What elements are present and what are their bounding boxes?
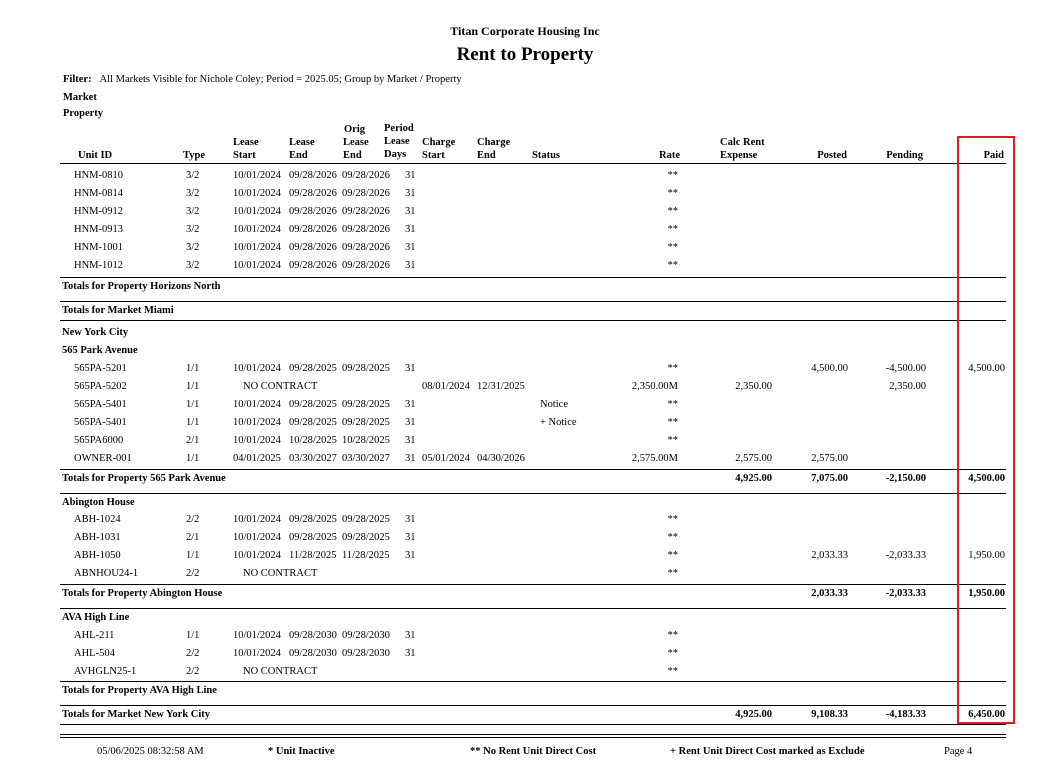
col-pending: Pending — [886, 150, 923, 161]
period-days-cell: 31 — [405, 170, 416, 181]
col-paid: Paid — [983, 150, 1004, 161]
col-posted: Posted — [817, 150, 847, 161]
rate-cell: 2,350.00M — [631, 381, 678, 392]
rate-cell: ** — [667, 550, 678, 561]
col-charge-end: Charge End — [477, 137, 511, 161]
total-calc-cell: 4,925.00 — [735, 709, 772, 720]
legend-exclude: + Rent Unit Direct Cost marked as Exclude — [670, 746, 865, 757]
no-contract-label: NO CONTRACT — [243, 568, 318, 579]
total-label: Totals for Market New York City — [62, 709, 211, 720]
rate-cell: ** — [667, 648, 678, 659]
status-cell: Notice — [540, 399, 568, 410]
footer-divider-bottom — [60, 737, 1006, 738]
table-row — [0, 663, 1050, 681]
total-label: Totals for Property 565 Park Avenue — [62, 473, 226, 484]
period-days-cell: 31 — [405, 260, 416, 271]
type-cell: 1/1 — [186, 550, 200, 561]
table-row — [0, 450, 1050, 468]
posted-cell: 4,500.00 — [811, 363, 848, 374]
col-charge-start: Charge Start — [422, 137, 456, 161]
total-row — [0, 470, 1050, 488]
lease-start-cell: 10/01/2024 — [233, 170, 281, 181]
unit-id-cell: HNM-0814 — [74, 188, 123, 199]
unit-id-cell: 565PA6000 — [74, 435, 124, 446]
total-label: Totals for Property Horizons North — [62, 281, 221, 292]
lease-start-cell: 10/01/2024 — [233, 417, 281, 428]
company-name: Titan Corporate Housing Inc — [450, 24, 600, 38]
table-row — [0, 203, 1050, 221]
total-pending-cell: -2,150.00 — [885, 473, 926, 484]
total-posted-cell: 9,108.33 — [811, 709, 848, 720]
unit-id-cell: HNM-0912 — [74, 206, 123, 217]
filter-label: Filter: — [63, 74, 92, 85]
orig-lease-end-cell: 09/28/2025 — [342, 363, 390, 374]
rate-cell: ** — [667, 399, 678, 410]
col-unit-id: Unit ID — [78, 150, 113, 161]
unit-id-cell: OWNER-001 — [74, 453, 132, 464]
period-days-cell: 31 — [405, 224, 416, 235]
calc-rent-cell: 2,350.00 — [735, 381, 772, 392]
group-by-market: Market — [63, 92, 97, 103]
total-row — [0, 302, 1050, 320]
lease-start-cell: 10/01/2024 — [233, 363, 281, 374]
period-days-cell: 31 — [405, 630, 416, 641]
orig-lease-end-cell: 09/28/2030 — [342, 648, 390, 659]
period-days-cell: 31 — [405, 417, 416, 428]
type-cell: 1/1 — [186, 381, 200, 392]
col-lease-end: Lease End — [289, 137, 315, 161]
lease-end-cell: 10/28/2025 — [289, 435, 337, 446]
total-row — [0, 278, 1050, 296]
charge-end-cell: 12/31/2025 — [477, 381, 525, 392]
period-days-cell: 31 — [405, 648, 416, 659]
lease-end-cell: 09/28/2026 — [289, 170, 337, 181]
lease-end-cell: 03/30/2027 — [289, 453, 337, 464]
status-cell: + Notice — [540, 417, 577, 428]
lease-start-cell: 10/01/2024 — [233, 550, 281, 561]
lease-start-cell: 10/01/2024 — [233, 206, 281, 217]
lease-end-cell: 09/28/2025 — [289, 363, 337, 374]
period-days-cell: 31 — [405, 514, 416, 525]
total-row — [0, 682, 1050, 700]
type-cell: 3/2 — [186, 224, 200, 235]
type-cell: 2/2 — [186, 648, 200, 659]
col-orig-lease-end: Orig Lease End — [343, 124, 369, 161]
table-row — [0, 511, 1050, 529]
lease-end-cell: 09/28/2026 — [289, 206, 337, 217]
group-header — [0, 342, 1050, 360]
unit-id-cell: ABH-1024 — [74, 514, 121, 525]
rate-cell: ** — [667, 206, 678, 217]
rate-cell: ** — [667, 242, 678, 253]
table-row — [0, 414, 1050, 432]
total-pending-cell: -2,033.33 — [885, 588, 926, 599]
unit-id-cell: 565PA-5401 — [74, 417, 127, 428]
total-label: Totals for Property AVA High Line — [62, 685, 217, 696]
lease-start-cell: 10/01/2024 — [233, 514, 281, 525]
col-status: Status — [532, 150, 561, 161]
rate-cell: ** — [667, 188, 678, 199]
col-lease-start: Lease Start — [233, 137, 259, 161]
type-cell: 3/2 — [186, 206, 200, 217]
charge-start-cell: 05/01/2024 — [422, 453, 470, 464]
unit-id-cell: 565PA-5401 — [74, 399, 127, 410]
lease-start-cell: 10/01/2024 — [233, 435, 281, 446]
table-row — [0, 547, 1050, 565]
report-title: Rent to Property — [456, 44, 594, 65]
orig-lease-end-cell: 09/28/2025 — [342, 532, 390, 543]
footer-divider-top — [60, 734, 1006, 735]
group-by-property: Property — [63, 108, 104, 119]
rate-cell: ** — [667, 224, 678, 235]
lease-start-cell: 04/01/2025 — [233, 453, 281, 464]
table-row — [0, 396, 1050, 414]
lease-end-cell: 11/28/2025 — [289, 550, 337, 561]
type-cell: 3/2 — [186, 170, 200, 181]
col-rate: Rate — [659, 150, 680, 161]
type-cell: 3/2 — [186, 242, 200, 253]
group-label: AVA High Line — [62, 612, 130, 623]
type-cell: 2/2 — [186, 514, 200, 525]
table-row — [0, 185, 1050, 203]
lease-end-cell: 09/28/2026 — [289, 260, 337, 271]
unit-id-cell: AHL-504 — [74, 648, 115, 659]
unit-id-cell: AHL-211 — [74, 630, 115, 641]
group-label: Abington House — [62, 497, 135, 508]
no-contract-label: NO CONTRACT — [243, 666, 318, 677]
orig-lease-end-cell: 09/28/2026 — [342, 242, 390, 253]
lease-end-cell: 09/28/2026 — [289, 242, 337, 253]
table-row — [0, 529, 1050, 547]
group-header — [0, 494, 1050, 512]
lease-start-cell: 10/01/2024 — [233, 399, 281, 410]
lease-end-cell: 09/28/2030 — [289, 630, 337, 641]
total-posted-cell: 2,033.33 — [811, 588, 848, 599]
lease-start-cell: 10/01/2024 — [233, 188, 281, 199]
total-label: Totals for Property Abington House — [62, 588, 223, 599]
footer-timestamp: 05/06/2025 08:32:58 AM — [97, 746, 204, 757]
rate-cell: ** — [667, 417, 678, 428]
rate-cell: ** — [667, 568, 678, 579]
orig-lease-end-cell: 09/28/2025 — [342, 417, 390, 428]
charge-end-cell: 04/30/2026 — [477, 453, 525, 464]
type-cell: 1/1 — [186, 630, 200, 641]
rate-cell: ** — [667, 435, 678, 446]
type-cell: 3/2 — [186, 260, 200, 271]
unit-id-cell: ABH-1050 — [74, 550, 121, 561]
lease-end-cell: 09/28/2025 — [289, 417, 337, 428]
no-contract-label: NO CONTRACT — [243, 381, 318, 392]
unit-id-cell: 565PA-5202 — [74, 381, 127, 392]
unit-id-cell: ABH-1031 — [74, 532, 121, 543]
type-cell: 2/1 — [186, 532, 200, 543]
section-divider — [60, 724, 1006, 725]
pending-cell: -2,033.33 — [885, 550, 926, 561]
group-header — [0, 324, 1050, 342]
unit-id-cell: AVHGLN25-1 — [74, 666, 137, 677]
filter-line — [63, 74, 462, 85]
posted-cell: 2,033.33 — [811, 550, 848, 561]
table-row — [0, 360, 1050, 378]
period-days-cell: 31 — [405, 435, 416, 446]
rate-cell: ** — [667, 514, 678, 525]
paid-cell: 1,950.00 — [968, 550, 1005, 561]
unit-id-cell: 565PA-5201 — [74, 363, 127, 374]
lease-start-cell: 10/01/2024 — [233, 532, 281, 543]
col-type: Type — [183, 150, 205, 161]
table-row — [0, 565, 1050, 583]
orig-lease-end-cell: 09/28/2025 — [342, 514, 390, 525]
unit-id-cell: HNM-0810 — [74, 170, 123, 181]
period-days-cell: 31 — [405, 453, 416, 464]
period-days-cell: 31 — [405, 206, 416, 217]
rate-cell: ** — [667, 630, 678, 641]
page-number: Page 4 — [944, 746, 973, 757]
charge-start-cell: 08/01/2024 — [422, 381, 470, 392]
type-cell: 2/1 — [186, 435, 200, 446]
table-row — [0, 257, 1050, 275]
table-row — [0, 239, 1050, 257]
orig-lease-end-cell: 09/28/2026 — [342, 206, 390, 217]
table-row — [0, 221, 1050, 239]
type-cell: 1/1 — [186, 399, 200, 410]
total-paid-cell: 1,950.00 — [968, 588, 1005, 599]
group-label: New York City — [62, 327, 129, 338]
orig-lease-end-cell: 09/28/2026 — [342, 188, 390, 199]
pending-cell: 2,350.00 — [889, 381, 926, 392]
orig-lease-end-cell: 09/28/2030 — [342, 630, 390, 641]
orig-lease-end-cell: 09/28/2026 — [342, 260, 390, 271]
orig-lease-end-cell: 09/28/2025 — [342, 399, 390, 410]
rate-cell: ** — [667, 260, 678, 271]
lease-end-cell: 09/28/2025 — [289, 514, 337, 525]
period-days-cell: 31 — [405, 399, 416, 410]
orig-lease-end-cell: 03/30/2027 — [342, 453, 390, 464]
rate-cell: 2,575.00M — [631, 453, 678, 464]
group-label: 565 Park Avenue — [62, 345, 138, 356]
table-row — [0, 627, 1050, 645]
type-cell: 2/2 — [186, 666, 200, 677]
lease-start-cell: 10/01/2024 — [233, 630, 281, 641]
lease-end-cell: 09/28/2026 — [289, 188, 337, 199]
lease-end-cell: 09/28/2025 — [289, 399, 337, 410]
table-row — [0, 645, 1050, 663]
orig-lease-end-cell: 09/28/2026 — [342, 224, 390, 235]
rate-cell: ** — [667, 170, 678, 181]
type-cell: 3/2 — [186, 188, 200, 199]
total-posted-cell: 7,075.00 — [811, 473, 848, 484]
unit-id-cell: HNM-1001 — [74, 242, 123, 253]
lease-end-cell: 09/28/2030 — [289, 648, 337, 659]
table-row — [0, 432, 1050, 450]
total-row — [0, 585, 1050, 603]
period-days-cell: 31 — [405, 188, 416, 199]
type-cell: 1/1 — [186, 363, 200, 374]
total-pending-cell: -4,183.33 — [885, 709, 926, 720]
period-days-cell: 31 — [405, 532, 416, 543]
paid-cell: 4,500.00 — [968, 363, 1005, 374]
lease-end-cell: 09/28/2025 — [289, 532, 337, 543]
col-calc-rent-expense: Calc Rent Expense — [720, 137, 765, 161]
unit-id-cell: ABNHOU24-1 — [74, 568, 139, 579]
type-cell: 1/1 — [186, 417, 200, 428]
total-calc-cell: 4,925.00 — [735, 473, 772, 484]
orig-lease-end-cell: 10/28/2025 — [342, 435, 390, 446]
legend-unit-inactive: * Unit Inactive — [268, 746, 335, 757]
period-days-cell: 31 — [405, 363, 416, 374]
lease-start-cell: 10/01/2024 — [233, 648, 281, 659]
header-divider — [60, 163, 1006, 164]
total-row — [0, 706, 1050, 724]
type-cell: 2/2 — [186, 568, 200, 579]
paid-column-highlight — [957, 136, 1015, 724]
type-cell: 1/1 — [186, 453, 200, 464]
orig-lease-end-cell: 11/28/2025 — [342, 550, 390, 561]
total-paid-cell: 6,450.00 — [968, 709, 1005, 720]
table-row — [0, 378, 1050, 396]
rate-cell: ** — [667, 666, 678, 677]
calc-rent-cell: 2,575.00 — [735, 453, 772, 464]
period-days-cell: 31 — [405, 242, 416, 253]
lease-start-cell: 10/01/2024 — [233, 260, 281, 271]
table-row — [0, 167, 1050, 185]
filter-text: All Markets Visible for Nichole Coley; Period = 2025.05; Group by Market / Property — [99, 74, 462, 85]
col-period-lease-days: Period Lease Days — [384, 123, 414, 160]
lease-end-cell: 09/28/2026 — [289, 224, 337, 235]
unit-id-cell: HNM-0913 — [74, 224, 123, 235]
section-divider — [60, 320, 1006, 321]
pending-cell: -4,500.00 — [885, 363, 926, 374]
legend-no-rent: ** No Rent Unit Direct Cost — [470, 746, 597, 757]
orig-lease-end-cell: 09/28/2026 — [342, 170, 390, 181]
lease-start-cell: 10/01/2024 — [233, 242, 281, 253]
lease-start-cell: 10/01/2024 — [233, 224, 281, 235]
total-label: Totals for Market Miami — [62, 305, 174, 316]
unit-id-cell: HNM-1012 — [74, 260, 123, 271]
posted-cell: 2,575.00 — [811, 453, 848, 464]
rate-cell: ** — [667, 363, 678, 374]
rate-cell: ** — [667, 532, 678, 543]
total-paid-cell: 4,500.00 — [968, 473, 1005, 484]
group-header — [0, 609, 1050, 627]
period-days-cell: 31 — [405, 550, 416, 561]
